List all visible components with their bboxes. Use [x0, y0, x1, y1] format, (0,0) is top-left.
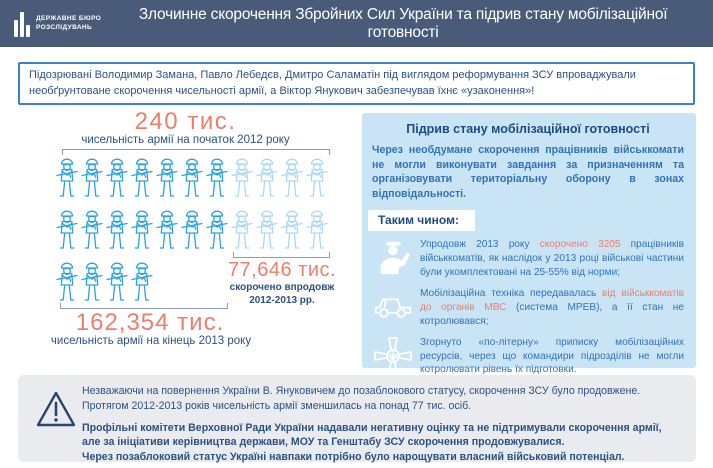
lead-statement-text: Підозрювані Володимир Замана, Павло Лебедєв, Дмитро Саламатін під виглядом реформування ЗСУ впроваджували необґрунтоване скорочення чисельності армії, а Віктор Янукович забезпечував їхнє «узаконення»!: [29, 69, 636, 97]
soldier-icon-active: [180, 157, 204, 203]
soldier-icon-active: [55, 261, 79, 307]
highlighted-text: від військкоматів до органів МВС: [420, 288, 685, 313]
bullet-personnel: [372, 238, 684, 279]
bullet-resources-text: [420, 336, 684, 377]
dbr-logo-text: [36, 15, 101, 31]
plain-text: Мобілізаційна техніка передавалась: [420, 288, 603, 300]
plain-text: Упродовж 2013 року: [420, 239, 540, 251]
plain-text: (система МРЕВ), а її стан не котролювався;: [420, 301, 684, 327]
bullet-vehicles: [372, 287, 684, 328]
soldier-icon-active: [130, 261, 154, 307]
bullet-vehicles-text: [420, 287, 684, 328]
army-start-value: 240 тис.: [134, 108, 237, 135]
panel-title: Підрив стану мобілізаційної готовності: [406, 122, 650, 136]
dbr-logo-bars-icon: [14, 11, 30, 37]
dbr-logo-line1: ДЕРЖАВНЕ БЮРО: [36, 15, 102, 23]
jeep-icon: [372, 287, 414, 319]
army-size-pictogram: [18, 106, 358, 370]
dbr-logo-line2: РОЗСЛІДУВАНЬ: [36, 23, 93, 31]
footer-note-panel: [18, 375, 696, 462]
soldier-icon-active: [80, 261, 104, 307]
soldier-icon-active: [155, 209, 179, 255]
soldier-icon-cut: [230, 209, 254, 255]
thus-label: Таким чином:: [368, 210, 475, 231]
soldier-icon-cut: [305, 209, 329, 255]
panel-intro: Через необдумане скорочення працівників військкомати не могли виконувати завдання за призначенням та організовувати територіальну оборону в зонах відповідальності.: [372, 144, 684, 200]
army-cut-caption-line1: скорочено впродовж: [229, 282, 335, 293]
bracket-top: [62, 149, 330, 155]
bracket-cut: [233, 252, 330, 258]
dbr-logo: [14, 11, 101, 37]
bullet-personnel-text: [420, 238, 684, 279]
plain-text: Згорнуто «по-літерну» приписку мобілізаційних ресурсів, через що командири підрозділів не могли котролювати рівень їх підготовки.: [420, 337, 684, 376]
soldier-icon-active: [55, 209, 79, 255]
soldier-icon-cut: [255, 157, 279, 203]
soldier-icon-active: [105, 157, 129, 203]
footer-text: [82, 384, 682, 465]
soldier-icon-active: [80, 157, 104, 203]
footer-p2-line1: Профільні комітети Верховної Ради України надавали негативну оцінку та не підтримували скорочення армії, але за ініціативи керівництва держави, МОУ та Генштабу ЗСУ скорочення продовжувалися.: [82, 421, 662, 449]
military-emblem-icon: [372, 336, 414, 376]
soldier-icon-active: [80, 209, 104, 255]
header-bar: [0, 0, 713, 47]
page-title: Злочинне скорочення Збройних Сил України та підрив стану мобілізаційної готовності: [138, 5, 668, 41]
footer-p2-line2: Через позаблоковий статус Україні навпаки потрібно було нарощувати власний військовий потенціал.: [82, 451, 625, 464]
soldier-icon-cut: [280, 157, 304, 203]
bullet-resources: [372, 336, 684, 377]
footer-paragraph-1: [82, 384, 682, 414]
soldier-icon-active: [205, 209, 229, 255]
soldier-icon-active: [105, 209, 129, 255]
mobilization-panel: [362, 113, 696, 376]
soldier-icon-cut: [280, 209, 304, 255]
army-cut-caption: [212, 281, 352, 307]
army-cut-caption-line2: 2012-2013 рр.: [249, 295, 315, 306]
soldier-icon-active: [155, 157, 179, 203]
footer-p1-line2: Протягом 2012-2013 років чисельність армії зменшилась на понад 77 тис. осіб.: [82, 399, 472, 412]
footer-paragraph-2: [82, 421, 682, 465]
soldier-row: [55, 157, 329, 203]
soldier-icon-cut: [255, 209, 279, 255]
soldier-icon-active: [130, 209, 154, 255]
soldier-row: [55, 209, 329, 255]
army-end-value: 162,354 тис.: [75, 309, 225, 336]
plain-text: працівників військкоматів, як наслідок у 2013 році військові частини були укомплектовані на 25-55% від норми;: [420, 239, 684, 278]
soldier-icon-active: [105, 261, 129, 307]
army-end-caption: чисельність армії на кінець 2013 року: [50, 335, 252, 347]
highlighted-text: скорочено 3205: [539, 239, 621, 251]
soldier-icon-cut: [305, 157, 329, 203]
soldier-icon-active: [180, 209, 204, 255]
army-cut-value: 77,646 тис.: [227, 259, 337, 281]
soldier-icon-cut: [230, 157, 254, 203]
soldier-icon-active: [55, 157, 79, 203]
soldier-icon-active: [130, 157, 154, 203]
footer-p1-line1: Незважаючи на повернення України В. Януковичем до позаблокового статусу, скорочення ЗСУ було продовжене.: [82, 385, 641, 397]
soldier-icon-active: [205, 157, 229, 203]
army-start-caption: чисельність армії на початок 2012 року: [81, 134, 290, 146]
lead-statement-box: [18, 62, 695, 105]
saluting-soldier-icon: [372, 238, 414, 276]
warning-icon: [34, 389, 78, 436]
